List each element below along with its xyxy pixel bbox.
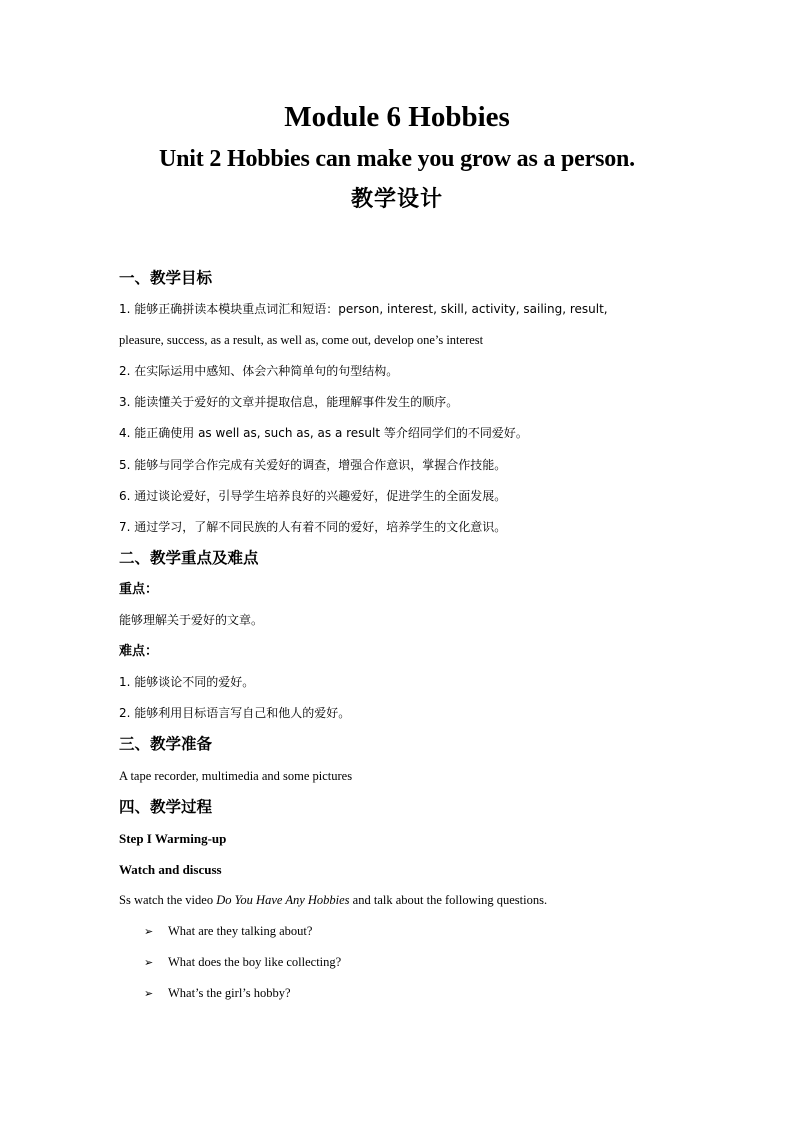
section-heading-objectives: 一、教学目标	[119, 269, 213, 287]
step-intro	[119, 885, 679, 916]
question-item	[119, 916, 679, 947]
unit-title: Unit 2 Hobbies can make you grow as a person.	[159, 146, 635, 172]
arrow-bullet-icon: ➢	[144, 925, 154, 938]
question-item	[119, 978, 679, 1009]
section-heading-key-points: 二、教学重点及难点	[119, 548, 259, 567]
section-heading-process: 四、教学过程	[119, 797, 213, 816]
intro-text-after: and talk about the following questions.	[349, 892, 548, 907]
arrow-bullet-icon: ➢	[144, 957, 154, 970]
section-heading-preparation: 三、教学准备	[119, 735, 213, 754]
key-label: 重点：	[119, 581, 159, 597]
question-text: What are they talking about?	[168, 923, 313, 938]
question-text: What does the boy like collecting?	[168, 955, 342, 970]
objective-item: 3. 能读懂关于爱好的文章并提取信息，能理解事件发生的顺序。	[119, 395, 459, 410]
intro-text-before: Ss watch the video	[119, 892, 217, 907]
difficult-label: 难点：	[119, 644, 159, 660]
objective-item: 2. 在实际运用中感知、体会六种简单句的句型结构。	[119, 364, 399, 379]
design-title: 教学设计	[350, 187, 443, 212]
module-title: Module 6 Hobbies	[284, 101, 510, 133]
step-subtitle: Watch and discuss	[119, 861, 222, 877]
preparation-text: A tape recorder, multimedia and some pictures	[119, 768, 353, 783]
document-body	[119, 263, 679, 1009]
arrow-bullet-icon: ➢	[144, 988, 154, 1001]
video-title: Do You Have Any Hobbies	[216, 892, 350, 907]
question-item	[119, 947, 679, 978]
key-text: 能够理解关于爱好的文章。	[119, 613, 264, 628]
step-title: Step I Warming-up	[119, 830, 227, 846]
objective-item: 4. 能正确使用 as well as, such as, as a result 等介绍同学们的不同爱好。	[119, 426, 528, 441]
difficult-item: 1. 能够谈论不同的爱好。	[119, 675, 255, 690]
difficult-item: 2. 能够利用目标语言写自己和他人的爱好。	[119, 706, 351, 721]
objective-item: 5. 能够与同学合作完成有关爱好的调查，增强合作意识，掌握合作技能。	[119, 457, 507, 472]
objective-item: 6. 通过谈论爱好，引导学生培养良好的兴趣爱好，促进学生的全面发展。	[119, 488, 507, 503]
question-text: What’s the girl’s hobby?	[168, 986, 291, 1001]
objective-item: 1. 能够正确拼读本模块重点词汇和短语：person, interest, skill, activity, sailing, result,	[119, 302, 608, 317]
objective-item: 7. 通过学习，了解不同民族的人有着不同的爱好，培养学生的文化意识。	[119, 519, 507, 534]
objective-item: pleasure, success, as a result, as well as, come out, develop one’s interest	[119, 333, 484, 348]
